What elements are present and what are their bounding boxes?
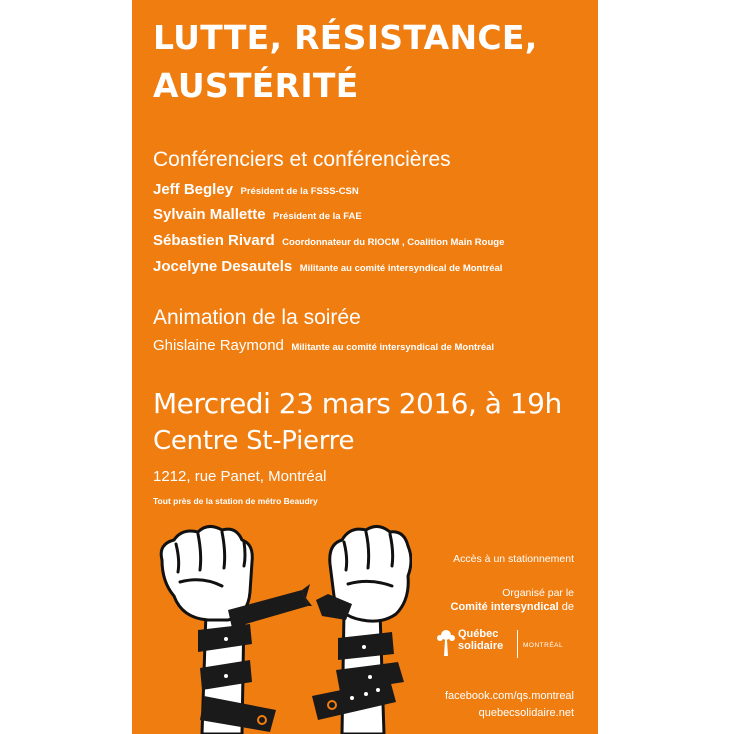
speaker-role: Président de la FSSS-CSN (240, 186, 359, 197)
logo-wordmark (458, 628, 503, 652)
event-metro-note: Tout près de la station de métro Beaudry (153, 496, 318, 506)
committee-suffix: de (558, 601, 574, 613)
parking-note: Accès à un stationnement (453, 553, 574, 565)
animation-heading: Animation de la soirée (153, 306, 361, 329)
committee-name: Comité intersyndical (450, 601, 559, 613)
logo-region: MONTRÉAL (523, 642, 564, 649)
organizer-committee (451, 601, 575, 613)
speaker-item (153, 180, 359, 202)
logo-flower-icon (436, 626, 456, 658)
speaker-item (153, 205, 362, 227)
event-date: Mercredi 23 mars 2016, à 19h (153, 387, 562, 420)
speaker-role: Coordonnateur du RIOCM , Coalition Main Rouge (282, 237, 505, 248)
speaker-role: Militante au comité intersyndical de Montréal (299, 263, 503, 274)
website-link[interactable]: quebecsolidaire.net (478, 707, 574, 719)
logo-line-2: solidaire (458, 640, 504, 652)
quebec-solidaire-logo (436, 624, 576, 664)
event-address: 1212, rue Panet, Montréal (153, 468, 327, 485)
animator-role: Militante au comité intersyndical de Montréal (291, 342, 495, 353)
title-line-2: AUSTÉRITÉ (153, 66, 359, 105)
title-line-1: LUTTE, RÉSISTANCE, (153, 18, 538, 57)
speaker-item (153, 257, 502, 279)
speaker-name: Jeff Begley (153, 181, 234, 198)
speakers-heading: Conférenciers et conférencières (153, 148, 451, 171)
poster (132, 0, 598, 734)
poster-title (153, 14, 593, 110)
speaker-name: Sylvain Mallette (153, 206, 266, 223)
event-venue: Centre St-Pierre (153, 426, 355, 456)
organized-by-label: Organisé par le (502, 587, 574, 599)
speaker-item (153, 231, 504, 253)
animator-item (153, 336, 494, 358)
speaker-role: Président de la FAE (273, 211, 362, 222)
speaker-name: Jocelyne Desautels (153, 258, 293, 275)
broken-chains-fists-illustration (152, 520, 412, 734)
logo-divider (517, 630, 518, 658)
facebook-link[interactable]: facebook.com/qs.montreal (444, 690, 574, 702)
animator-name: Ghislaine Raymond (153, 337, 284, 354)
logo-line-1: Québec (458, 628, 499, 640)
speaker-name: Sébastien Rivard (153, 232, 275, 249)
